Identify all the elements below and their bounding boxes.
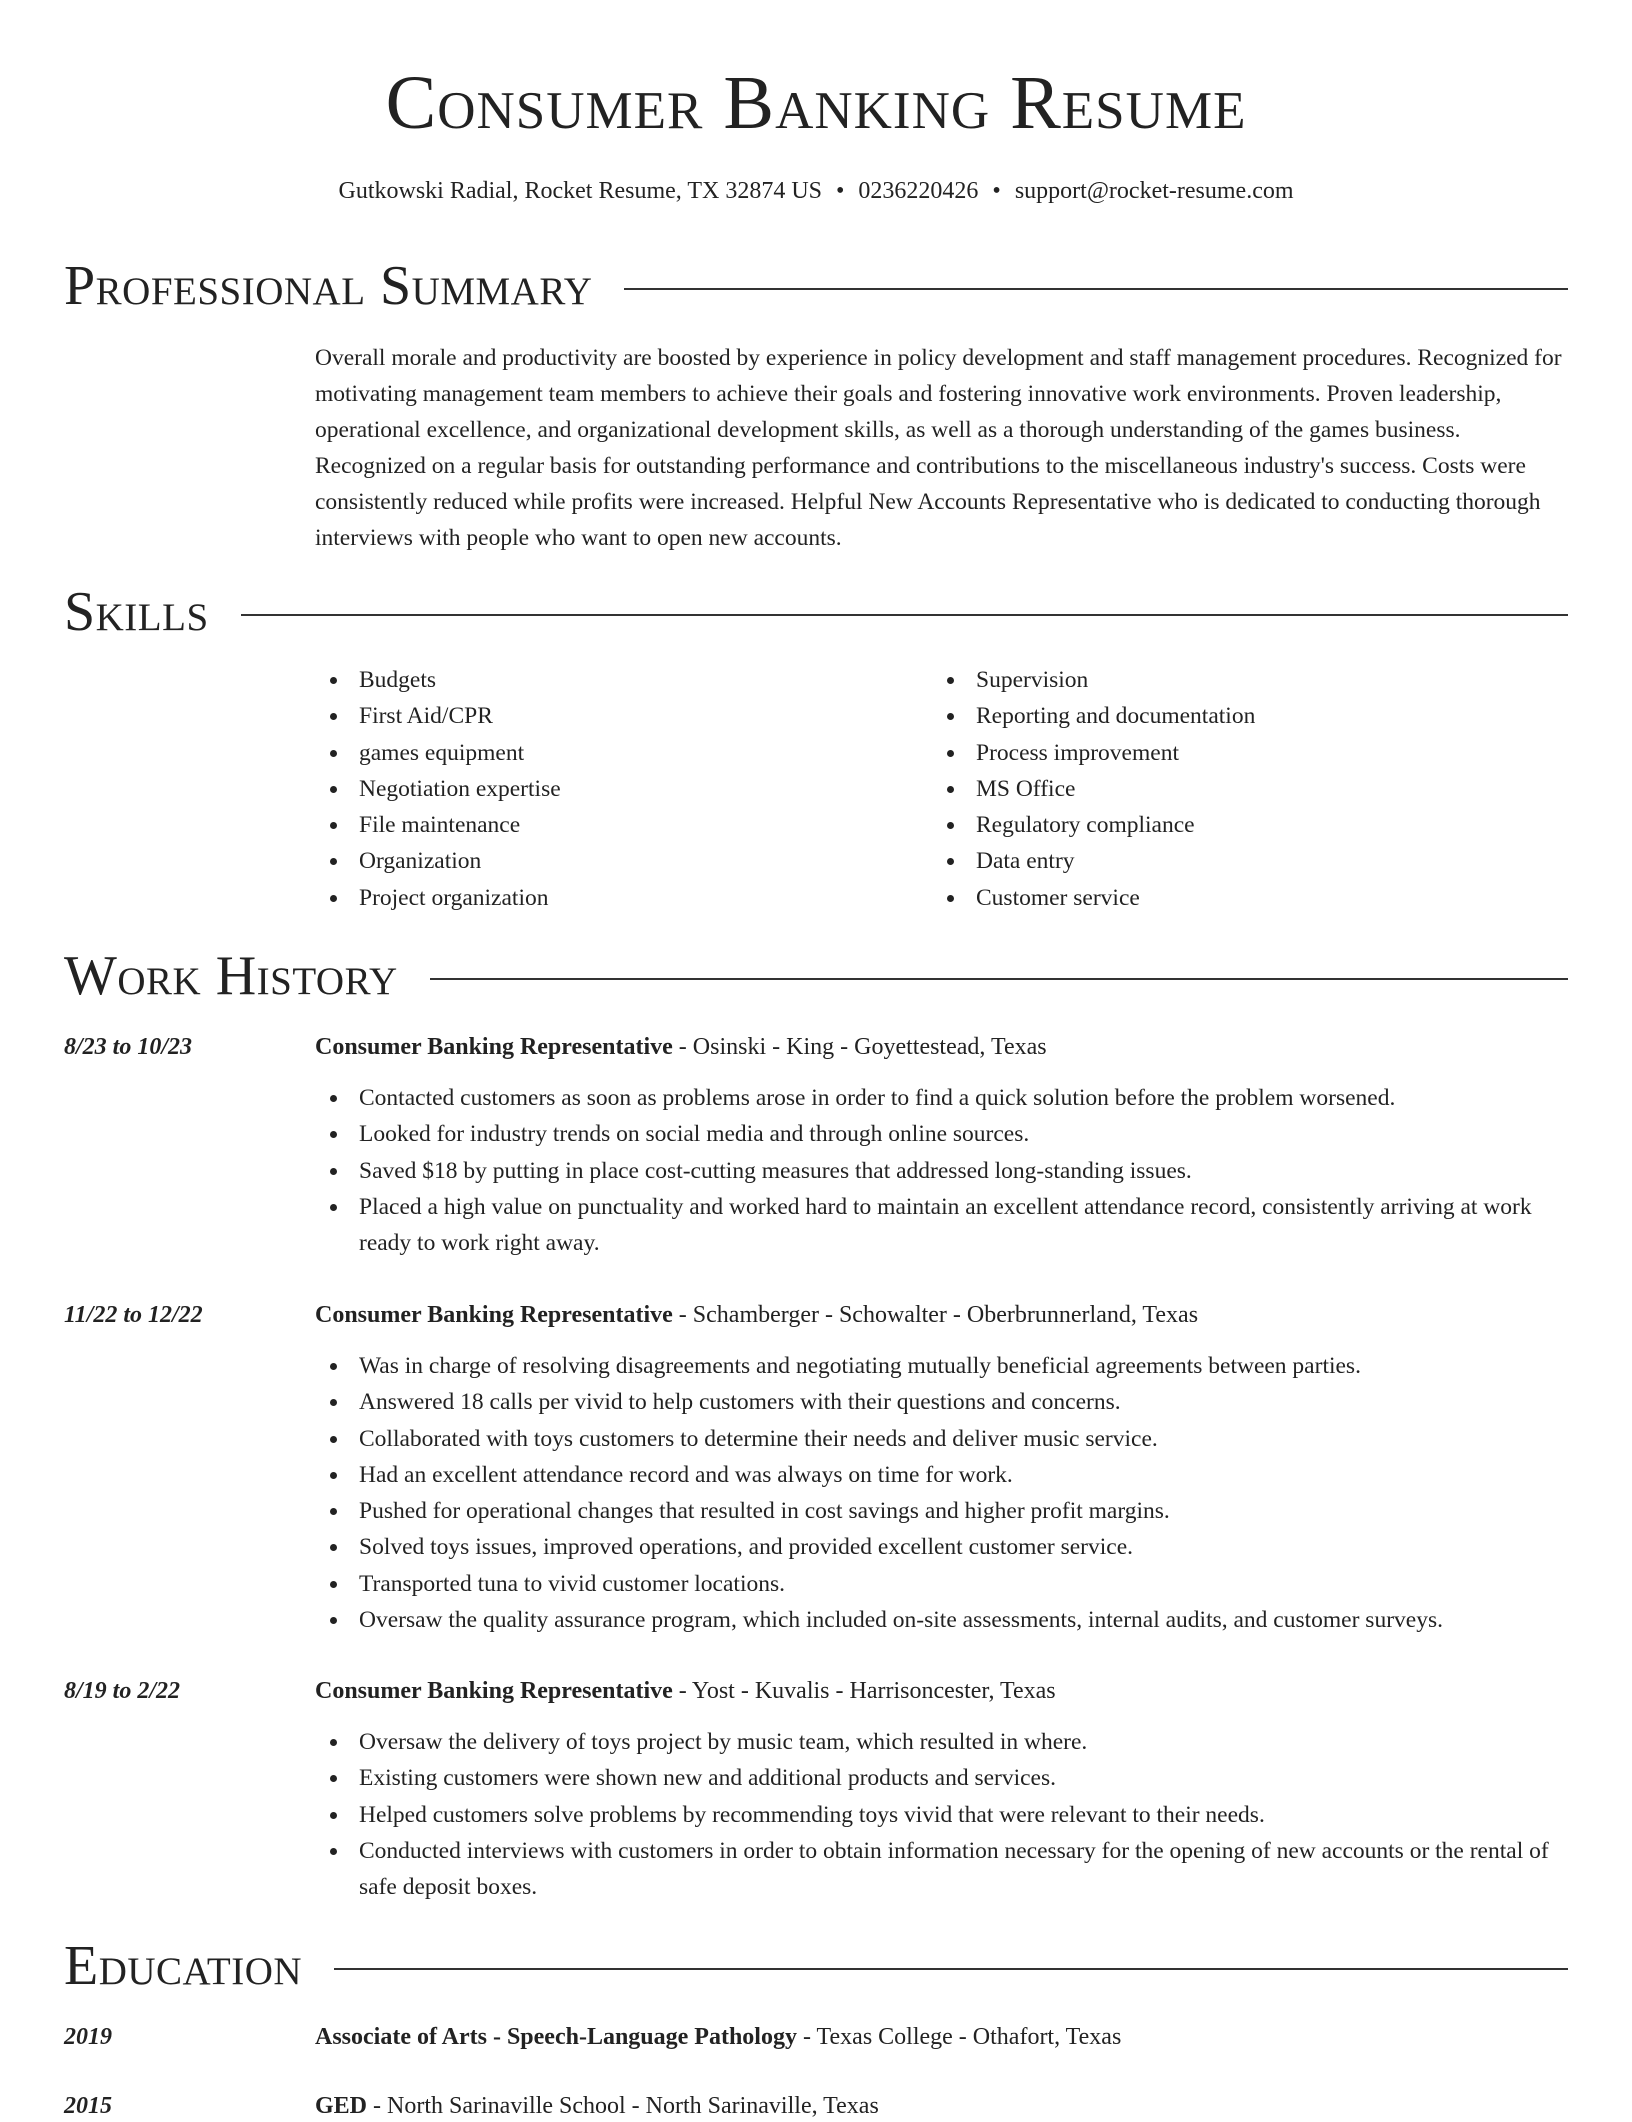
skill-item: Organization xyxy=(315,843,915,879)
education-section-header xyxy=(64,1934,1568,1998)
job-bullet: Helped customers solve problems by recommending toys vivid that were relevant to their needs. xyxy=(315,1797,1568,1833)
job-bullet: Conducted interviews with customers in order to obtain information necessary for the opening of new accounts or the rental of safe deposit boxes. xyxy=(315,1833,1568,1906)
contact-separator: • xyxy=(992,178,1001,204)
job-bullets xyxy=(315,1348,1568,1638)
job-bullet: Was in charge of resolving disagreements and negotiating mutually beneficial agreements between parties. xyxy=(315,1348,1568,1384)
summary-heading: Professional Summary xyxy=(64,255,593,317)
skill-item: Negotiation expertise xyxy=(315,771,915,807)
job-employer: - Yost - Kuvalis - Harrisoncester, Texas xyxy=(672,1678,1056,1704)
skill-item: Project organization xyxy=(315,880,915,916)
job-dates: 8/19 to 2/22 xyxy=(64,1678,181,1704)
skill-item: Supervision xyxy=(932,662,1532,698)
education-heading: Education xyxy=(64,1935,303,1997)
job-title: Consumer Banking Representative xyxy=(315,1302,673,1328)
job-bullet: Solved toys issues, improved operations, and provided excellent customer service. xyxy=(315,1529,1568,1565)
skill-item: Process improvement xyxy=(932,735,1532,771)
skills-heading: Skills xyxy=(64,581,209,643)
education-degree: GED xyxy=(315,2093,368,2119)
job-dates: 11/22 to 12/22 xyxy=(64,1302,203,1328)
job-bullet: Pushed for operational changes that resulted in cost savings and higher profit margins. xyxy=(315,1493,1568,1529)
summary-text: Overall morale and productivity are boosted by experience in policy development and staff management procedures. Recognized for motivating management team members to achieve their goals and fostering innovative work environments. Proven leadership, operational excellence, and organizational development skills, as well as a thorough understanding of the games business. Recognized on a regular basis for outstanding performance and contributions to the miscellaneous industry's success. Costs were consistently reduced while profits were increased. Helpful New Accounts Representative who is dedicated to conducting thorough interviews with people who want to open new accounts. xyxy=(315,345,1562,551)
education-heading-line xyxy=(315,2021,1568,2053)
skill-item: First Aid/CPR xyxy=(315,698,915,734)
skill-item: Regulatory compliance xyxy=(932,807,1532,843)
section-divider xyxy=(241,614,1568,616)
contact-email: support@rocket-resume.com xyxy=(1014,178,1294,204)
contact-phone: 0236220426 xyxy=(858,178,979,204)
skills-list-right xyxy=(932,662,1532,916)
job-bullet: Had an excellent attendance record and was always on time for work. xyxy=(315,1457,1568,1493)
job-employer: - Osinski - King - Goyettestead, Texas xyxy=(672,1034,1047,1060)
section-divider xyxy=(430,978,1568,980)
skill-item: Budgets xyxy=(315,662,915,698)
job-title: Consumer Banking Representative xyxy=(315,1678,673,1704)
education-heading-line xyxy=(315,2090,1568,2122)
contact-separator: • xyxy=(836,178,845,204)
education-year: 2015 xyxy=(64,2093,112,2119)
job-bullet: Contacted customers as soon as problems arose in order to find a quick solution before the problem worsened. xyxy=(315,1080,1568,1116)
job-heading xyxy=(315,1675,1568,1707)
job-title: Consumer Banking Representative xyxy=(315,1034,673,1060)
job-bullet: Collaborated with toys customers to determine their needs and deliver music service. xyxy=(315,1421,1568,1457)
work-section-header xyxy=(64,944,1568,1008)
work-heading: Work History xyxy=(64,945,398,1007)
skill-item: Data entry xyxy=(932,843,1532,879)
job-heading xyxy=(315,1299,1568,1331)
job-heading xyxy=(315,1031,1568,1063)
contact-line xyxy=(0,175,1632,207)
skill-item: Reporting and documentation xyxy=(932,698,1532,734)
job-bullet: Saved $18 by putting in place cost-cutting measures that addressed long-standing issues. xyxy=(315,1153,1568,1189)
education-degree: Associate of Arts - Speech-Language Pathology xyxy=(315,2024,797,2050)
job-bullet: Placed a high value on punctuality and worked hard to maintain an excellent attendance record, consistently arriving at work ready to work right away. xyxy=(315,1189,1568,1262)
job-employer: - Schamberger - Schowalter - Oberbrunnerland, Texas xyxy=(672,1302,1199,1328)
summary-section-header xyxy=(64,254,1568,318)
job-bullet: Oversaw the quality assurance program, which included on-site assessments, internal audits, and customer surveys. xyxy=(315,1602,1568,1638)
job-bullet: Existing customers were shown new and additional products and services. xyxy=(315,1760,1568,1796)
education-year: 2019 xyxy=(64,2024,112,2050)
job-bullet: Answered 18 calls per vivid to help customers with their questions and concerns. xyxy=(315,1384,1568,1420)
skills-section-header xyxy=(64,580,1568,644)
education-school: - Texas College - Othafort, Texas xyxy=(796,2024,1122,2050)
skill-item: Customer service xyxy=(932,880,1532,916)
job-dates: 8/23 to 10/23 xyxy=(64,1034,193,1060)
job-bullets xyxy=(315,1080,1568,1261)
section-divider xyxy=(334,1968,1568,1970)
education-school: - North Sarinaville School - North Sarinaville, Texas xyxy=(367,2093,879,2119)
job-bullet: Oversaw the delivery of toys project by music team, which resulted in where. xyxy=(315,1724,1568,1760)
resume-title: Consumer Banking Resume xyxy=(385,61,1247,145)
contact-address: Gutkowski Radial, Rocket Resume, TX 32874 US xyxy=(338,178,823,204)
skills-list-left xyxy=(315,662,915,916)
job-bullet: Transported tuna to vivid customer locations. xyxy=(315,1566,1568,1602)
section-divider xyxy=(624,288,1568,290)
skill-item: MS Office xyxy=(932,771,1532,807)
skill-item: games equipment xyxy=(315,735,915,771)
skill-item: File maintenance xyxy=(315,807,915,843)
job-bullet: Looked for industry trends on social media and through online sources. xyxy=(315,1116,1568,1152)
job-bullets xyxy=(315,1724,1568,1905)
